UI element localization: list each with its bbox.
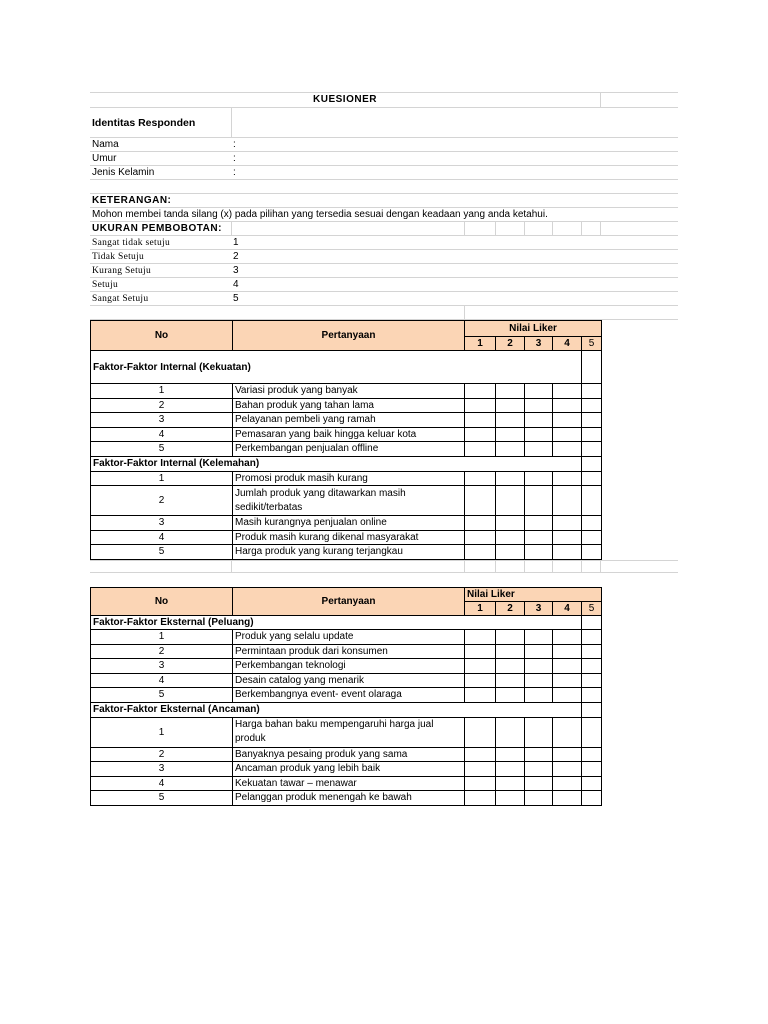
weight-value: 1	[233, 237, 239, 248]
question-no: 2	[91, 398, 233, 413]
rating-cell[interactable]	[553, 471, 582, 486]
header-scale-5: 5	[582, 337, 602, 351]
rating-cell[interactable]	[553, 776, 582, 791]
rating-cell[interactable]	[582, 615, 602, 630]
section-kekuatan: Faktor-Faktor Internal (Kekuatan)	[91, 351, 582, 384]
rating-cell[interactable]	[465, 545, 496, 560]
rating-cell[interactable]	[553, 442, 582, 457]
rating-cell[interactable]	[496, 427, 525, 442]
question-text: Permintaan produk dari konsumen	[233, 644, 465, 659]
spacer-row	[90, 180, 678, 194]
rating-cell[interactable]	[525, 545, 553, 560]
rating-cell[interactable]	[496, 530, 525, 545]
question-text: Pelayanan pembeli yang ramah	[233, 413, 465, 428]
rating-cell[interactable]	[582, 486, 602, 516]
rating-cell[interactable]	[582, 673, 602, 688]
rating-cell[interactable]	[465, 516, 496, 531]
field-value-umur[interactable]: :	[233, 153, 236, 164]
rating-cell[interactable]	[553, 659, 582, 674]
rating-cell[interactable]	[496, 717, 525, 747]
header-pertanyaan: Pertanyaan	[233, 587, 465, 615]
header-scale-4: 4	[553, 601, 582, 615]
rating-cell[interactable]	[465, 762, 496, 777]
field-label-umur: Umur	[92, 153, 117, 164]
section-kelemahan: Faktor-Faktor Internal (Kelemahan)	[91, 456, 582, 471]
question-text: Produk masih kurang dikenal masyarakat	[233, 530, 465, 545]
section-ancaman: Faktor-Faktor Eksternal (Ancaman)	[91, 702, 582, 717]
rating-cell[interactable]	[525, 530, 553, 545]
header-scale-1: 1	[465, 337, 496, 351]
rating-cell[interactable]	[525, 471, 553, 486]
respondent-heading-row	[90, 108, 678, 138]
rating-cell[interactable]	[582, 702, 602, 717]
question-no: 3	[91, 762, 233, 777]
question-no: 4	[91, 530, 233, 545]
rating-cell[interactable]	[465, 747, 496, 762]
rating-cell[interactable]	[553, 717, 582, 747]
question-text: Kekuatan tawar – menawar	[233, 776, 465, 791]
header-scale-4: 4	[553, 337, 582, 351]
field-value-jenis-kelamin[interactable]: :	[233, 167, 236, 178]
rating-cell[interactable]	[553, 673, 582, 688]
question-text: Banyaknya pesaing produk yang sama	[233, 747, 465, 762]
rating-cell[interactable]	[465, 776, 496, 791]
header-nilai-liker: Nilai Liker	[465, 587, 602, 601]
rating-cell[interactable]	[525, 644, 553, 659]
field-row-jenis-kelamin	[90, 166, 678, 180]
rating-cell[interactable]	[553, 398, 582, 413]
rating-cell[interactable]	[465, 673, 496, 688]
rating-cell[interactable]	[553, 791, 582, 806]
rating-cell[interactable]	[553, 688, 582, 703]
rating-cell[interactable]	[582, 413, 602, 428]
rating-cell[interactable]	[525, 427, 553, 442]
question-text: Perkembangan penjualan offline	[233, 442, 465, 457]
weight-value: 2	[233, 251, 239, 262]
rating-cell[interactable]	[582, 351, 602, 384]
rating-cell[interactable]	[496, 630, 525, 645]
rating-cell[interactable]	[496, 545, 525, 560]
header-scale-2: 2	[496, 601, 525, 615]
rating-cell[interactable]	[582, 791, 602, 806]
rating-cell[interactable]	[525, 630, 553, 645]
rating-cell[interactable]	[496, 442, 525, 457]
rating-cell[interactable]	[525, 673, 553, 688]
rating-cell[interactable]	[553, 384, 582, 399]
header-scale-3: 3	[525, 337, 553, 351]
rating-cell[interactable]	[525, 762, 553, 777]
keterangan-heading-row	[90, 194, 678, 208]
question-text: Produk yang selalu update	[233, 630, 465, 645]
weight-label: Tidak Setuju	[92, 252, 145, 262]
rating-cell[interactable]	[553, 630, 582, 645]
weight-row	[90, 236, 678, 250]
rating-cell[interactable]	[465, 442, 496, 457]
spacer-row	[90, 306, 678, 320]
question-text: Desain catalog yang menarik	[233, 673, 465, 688]
field-label-jenis-kelamin: Jenis Kelamin	[92, 167, 155, 178]
rating-cell[interactable]	[496, 471, 525, 486]
question-no: 3	[91, 659, 233, 674]
rating-cell[interactable]	[465, 717, 496, 747]
rating-cell[interactable]	[496, 688, 525, 703]
rating-cell[interactable]	[496, 747, 525, 762]
rating-cell[interactable]	[582, 717, 602, 747]
spacer-row	[90, 573, 678, 587]
question-no: 4	[91, 776, 233, 791]
spacer-row	[90, 560, 678, 573]
rating-cell[interactable]	[582, 442, 602, 457]
header-no: No	[91, 587, 233, 615]
question-no: 2	[91, 486, 233, 516]
rating-cell[interactable]	[582, 530, 602, 545]
rating-cell[interactable]	[525, 659, 553, 674]
weight-label: Kurang Setuju	[92, 266, 152, 276]
rating-cell[interactable]	[582, 456, 602, 471]
weight-value: 3	[233, 265, 239, 276]
question-no: 5	[91, 791, 233, 806]
rating-cell[interactable]	[496, 516, 525, 531]
rating-cell[interactable]	[582, 644, 602, 659]
rating-cell[interactable]	[553, 644, 582, 659]
rating-cell[interactable]	[582, 659, 602, 674]
question-text: Berkembangnya event- event olaraga	[233, 688, 465, 703]
question-text: Masih kurangnya penjualan online	[233, 516, 465, 531]
header-scale-2: 2	[496, 337, 525, 351]
header-pertanyaan: Pertanyaan	[233, 321, 465, 351]
rating-cell[interactable]	[496, 384, 525, 399]
rating-cell[interactable]	[465, 644, 496, 659]
question-text: Pelanggan produk menengah ke bawah	[233, 791, 465, 806]
question-no: 1	[91, 471, 233, 486]
question-no: 4	[91, 427, 233, 442]
rating-cell[interactable]	[525, 747, 553, 762]
rating-cell[interactable]	[553, 747, 582, 762]
question-text: Harga bahan baku mempengaruhi harga jual produk	[233, 717, 465, 747]
rating-cell[interactable]	[465, 427, 496, 442]
weight-row	[90, 292, 678, 306]
rating-cell[interactable]	[582, 384, 602, 399]
rating-cell[interactable]	[525, 442, 553, 457]
rating-cell[interactable]	[582, 747, 602, 762]
question-text: Jumlah produk yang ditawarkan masih sedikit/terbatas	[233, 486, 465, 516]
field-row-nama	[90, 138, 678, 152]
weight-row	[90, 250, 678, 264]
respondent-heading: Identitas Responden	[92, 117, 196, 129]
rating-cell[interactable]	[496, 413, 525, 428]
rating-cell[interactable]	[582, 545, 602, 560]
question-no: 4	[91, 673, 233, 688]
header-scale-3: 3	[525, 601, 553, 615]
keterangan-text-row	[90, 208, 678, 222]
rating-cell[interactable]	[465, 486, 496, 516]
question-no: 5	[91, 688, 233, 703]
section-peluang: Faktor-Faktor Eksternal (Peluang)	[91, 615, 582, 630]
weight-value: 5	[233, 293, 239, 304]
rating-cell[interactable]	[496, 776, 525, 791]
rating-cell[interactable]	[496, 644, 525, 659]
title-row	[90, 92, 678, 108]
rating-cell[interactable]	[465, 398, 496, 413]
header-no: No	[91, 321, 233, 351]
rating-cell[interactable]	[465, 659, 496, 674]
question-text: Promosi produk masih kurang	[233, 471, 465, 486]
weight-label: Setuju	[92, 280, 119, 290]
rating-cell[interactable]	[465, 384, 496, 399]
rating-cell[interactable]	[553, 516, 582, 531]
question-text: Bahan produk yang tahan lama	[233, 398, 465, 413]
rating-cell[interactable]	[496, 486, 525, 516]
rating-cell[interactable]	[496, 791, 525, 806]
keterangan-text: Mohon membei tanda silang (x) pada pilihan yang tersedia sesuai dengan keadaan yang anda ketahui.	[92, 209, 548, 220]
rating-cell[interactable]	[496, 762, 525, 777]
rating-cell[interactable]	[525, 688, 553, 703]
external-factors-table	[90, 587, 602, 806]
rating-cell[interactable]	[496, 398, 525, 413]
weight-value: 4	[233, 279, 239, 290]
question-text: Perkembangan teknologi	[233, 659, 465, 674]
page-title: KUESIONER	[313, 94, 377, 105]
questionnaire-sheet	[90, 92, 678, 806]
rating-cell[interactable]	[465, 791, 496, 806]
field-label-nama: Nama	[92, 139, 119, 150]
rating-cell[interactable]	[525, 398, 553, 413]
rating-cell[interactable]	[582, 630, 602, 645]
question-no: 1	[91, 384, 233, 399]
question-no: 3	[91, 413, 233, 428]
rating-cell[interactable]	[553, 545, 582, 560]
header-scale-1: 1	[465, 601, 496, 615]
rating-cell[interactable]	[582, 398, 602, 413]
question-text: Harga produk yang kurang terjangkau	[233, 545, 465, 560]
question-no: 3	[91, 516, 233, 531]
question-text: Variasi produk yang banyak	[233, 384, 465, 399]
header-nilai-liker: Nilai Liker	[465, 321, 602, 337]
rating-cell[interactable]	[582, 516, 602, 531]
pembobotan-heading-row	[90, 222, 678, 236]
rating-cell[interactable]	[525, 516, 553, 531]
rating-cell[interactable]	[525, 776, 553, 791]
question-no: 1	[91, 717, 233, 747]
rating-cell[interactable]	[465, 630, 496, 645]
pembobotan-heading: UKURAN PEMBOBOTAN:	[92, 223, 222, 234]
field-value-nama[interactable]: :	[233, 139, 236, 150]
rating-cell[interactable]	[582, 762, 602, 777]
weight-label: Sangat tidak setuju	[92, 238, 170, 248]
question-no: 1	[91, 630, 233, 645]
weight-row	[90, 264, 678, 278]
internal-factors-table	[90, 320, 602, 560]
question-no: 2	[91, 644, 233, 659]
question-no: 5	[91, 545, 233, 560]
rating-cell[interactable]	[496, 673, 525, 688]
rating-cell[interactable]	[465, 413, 496, 428]
rating-cell[interactable]	[582, 471, 602, 486]
question-no: 2	[91, 747, 233, 762]
rating-cell[interactable]	[525, 791, 553, 806]
weight-label: Sangat Setuju	[92, 294, 149, 304]
question-text: Ancaman produk yang lebih baik	[233, 762, 465, 777]
rating-cell[interactable]	[525, 413, 553, 428]
rating-cell[interactable]	[582, 688, 602, 703]
field-row-umur	[90, 152, 678, 166]
rating-cell[interactable]	[553, 486, 582, 516]
rating-cell[interactable]	[553, 427, 582, 442]
rating-cell[interactable]	[465, 471, 496, 486]
rating-cell[interactable]	[525, 486, 553, 516]
weight-row	[90, 278, 678, 292]
question-text: Pemasaran yang baik hingga keluar kota	[233, 427, 465, 442]
rating-cell[interactable]	[553, 530, 582, 545]
rating-cell[interactable]	[553, 413, 582, 428]
header-scale-5: 5	[582, 601, 602, 615]
rating-cell[interactable]	[582, 427, 602, 442]
rating-cell[interactable]	[525, 717, 553, 747]
rating-cell[interactable]	[465, 688, 496, 703]
rating-cell[interactable]	[496, 659, 525, 674]
rating-cell[interactable]	[582, 776, 602, 791]
keterangan-heading: KETERANGAN:	[92, 195, 172, 206]
rating-cell[interactable]	[525, 384, 553, 399]
rating-cell[interactable]	[465, 530, 496, 545]
question-no: 5	[91, 442, 233, 457]
rating-cell[interactable]	[553, 762, 582, 777]
